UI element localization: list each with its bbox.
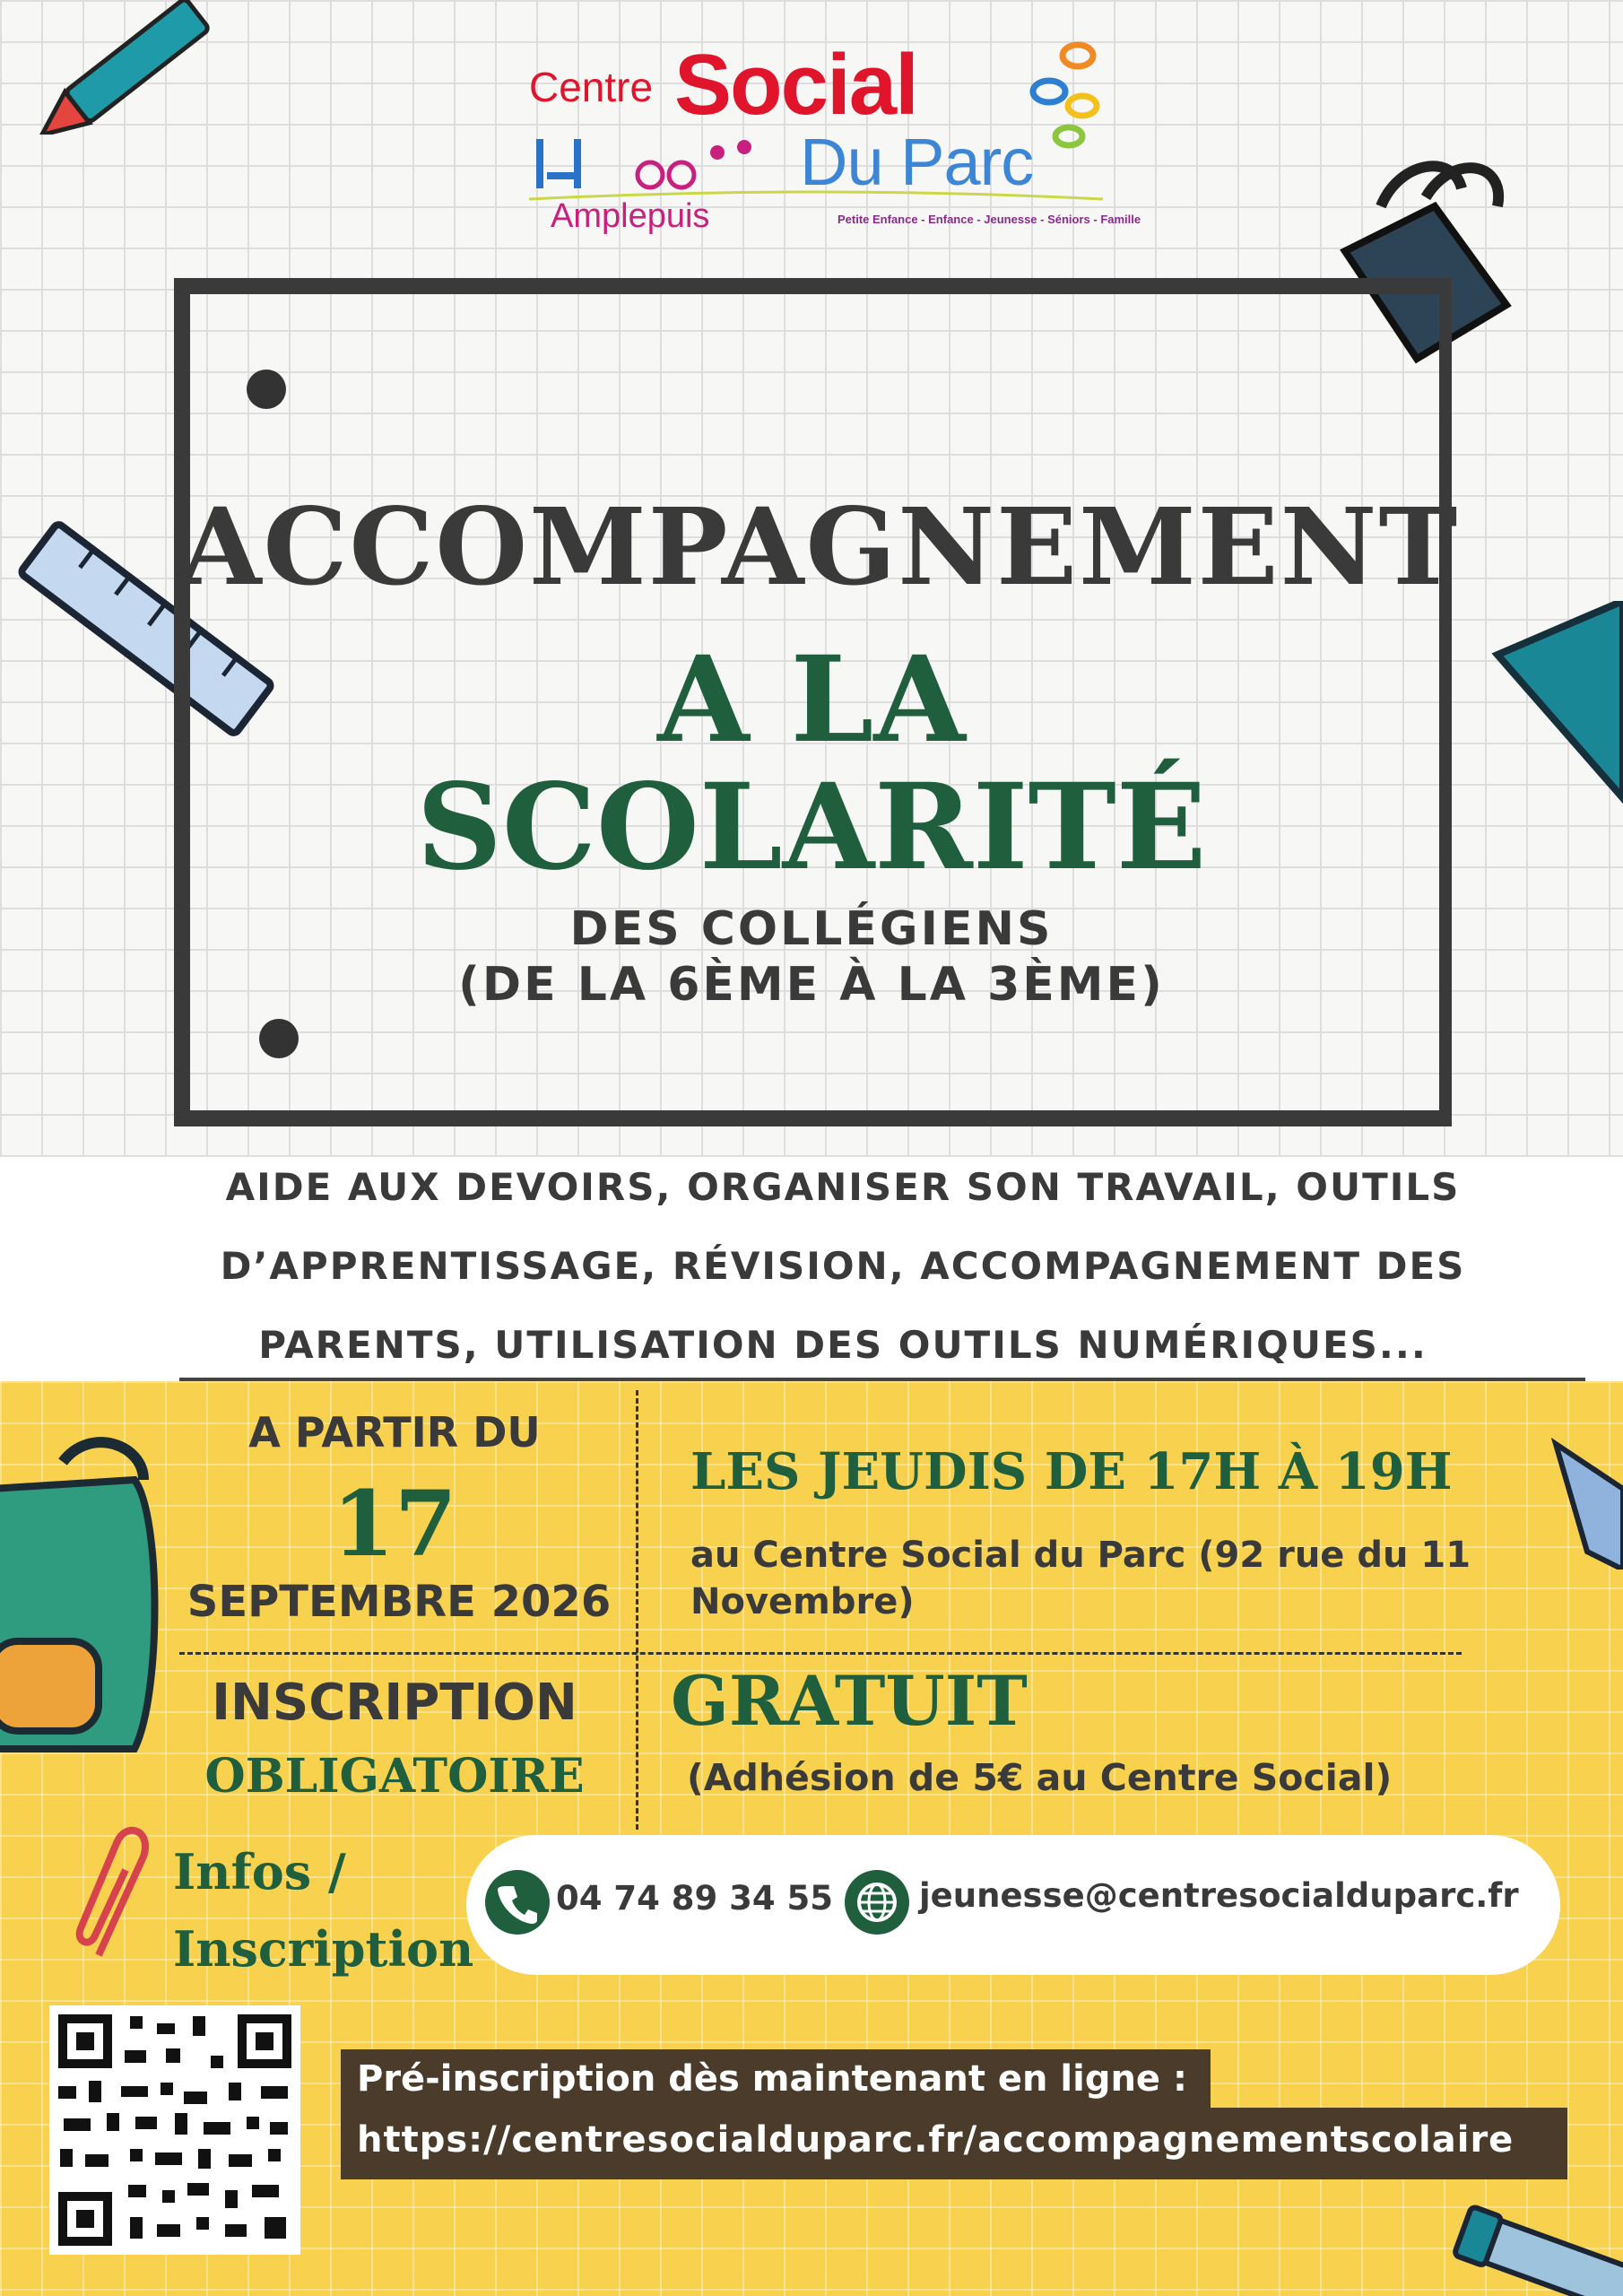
logo-park-figures-icon <box>529 126 762 193</box>
subtitle-line1: DES COLLÉGIENS <box>569 902 1054 956</box>
contact-label <box>173 1833 473 1987</box>
preregistration-text: Pré-inscription dès maintenant en ligne : <box>357 2058 1187 2100</box>
backpack-icon <box>0 1426 170 1767</box>
preregistration-url-link[interactable]: https://centresocialduparc.fr/accompagnementscolaire <box>357 2119 1515 2161</box>
logo-tagline-text: Petite Enfance - Enfance - Jeunesse - Séniors - Famille <box>838 213 1141 226</box>
subtitle-line2: (DE LA 6ÈME À LA 3ÈME) <box>458 958 1165 1012</box>
set-square-icon <box>1488 601 1623 807</box>
pencil-icon <box>36 0 215 135</box>
activities-line1: AIDE AUX DEVOIRS, ORGANISER SON TRAVAIL, OUTILS <box>225 1165 1461 1209</box>
title-accompagnement: ACCOMPAGNEMENT <box>179 484 1460 609</box>
activities-line3: PARENTS, UTILISATION DES OUTILS NUMÉRIQUES... <box>258 1323 1428 1367</box>
email-link[interactable]: jeunesse@centresocialduparc.fr <box>919 1876 1519 1915</box>
logo-rings-icon <box>1022 36 1103 161</box>
pen-icon <box>1444 2197 1623 2296</box>
section-divider <box>179 1378 1585 1381</box>
price-label: GRATUIT <box>671 1661 1028 1741</box>
frame-dot-bottom <box>259 1019 299 1058</box>
schedule-time: LES JEUDIS DE 17H À 19H <box>690 1442 1453 1501</box>
start-month-year: SEPTEMBRE 2026 <box>187 1577 612 1627</box>
contact-label-line1: Infos / <box>173 1843 346 1900</box>
start-label: A PARTIR DU <box>248 1408 541 1457</box>
title-a-la-scolarite <box>179 631 1444 897</box>
activities-line2: D’APPRENTISSAGE, RÉVISION, ACCOMPAGNEMENT DES <box>220 1244 1466 1288</box>
frame-dot-top <box>247 370 286 409</box>
logo-centre-text: Centre <box>529 64 654 110</box>
start-day: 17 <box>332 1471 457 1577</box>
membership-note: (Adhésion de 5€ au Centre Social) <box>687 1756 1393 1799</box>
logo-du-parc-text: Du Parc <box>800 125 1034 199</box>
mandatory-label: OBLIGATOIRE <box>204 1749 585 1804</box>
contact-label-line2: Inscription <box>173 1920 474 1978</box>
qr-code[interactable] <box>49 2005 300 2255</box>
horizontal-dashed-divider <box>179 1652 1462 1655</box>
schedule-location: au Centre Social du Parc (92 rue du 11 Novembre) <box>690 1535 1471 1622</box>
globe-icon <box>845 1870 909 1935</box>
phone-icon <box>485 1870 550 1935</box>
logo-town-text: Amplepuis <box>551 197 710 235</box>
title-scolarite: SCOLARITÉ <box>416 758 1207 897</box>
phone-number-link[interactable]: 04 74 89 34 55 <box>556 1879 833 1918</box>
activities-text <box>135 1148 1551 1385</box>
title-a-la: A LA <box>657 631 966 770</box>
inscription-label: INSCRIPTION <box>212 1674 577 1732</box>
subtitle-colleges <box>179 901 1444 1013</box>
logo-social-text: Social <box>674 37 917 133</box>
paperclip-icon <box>63 1821 161 1964</box>
